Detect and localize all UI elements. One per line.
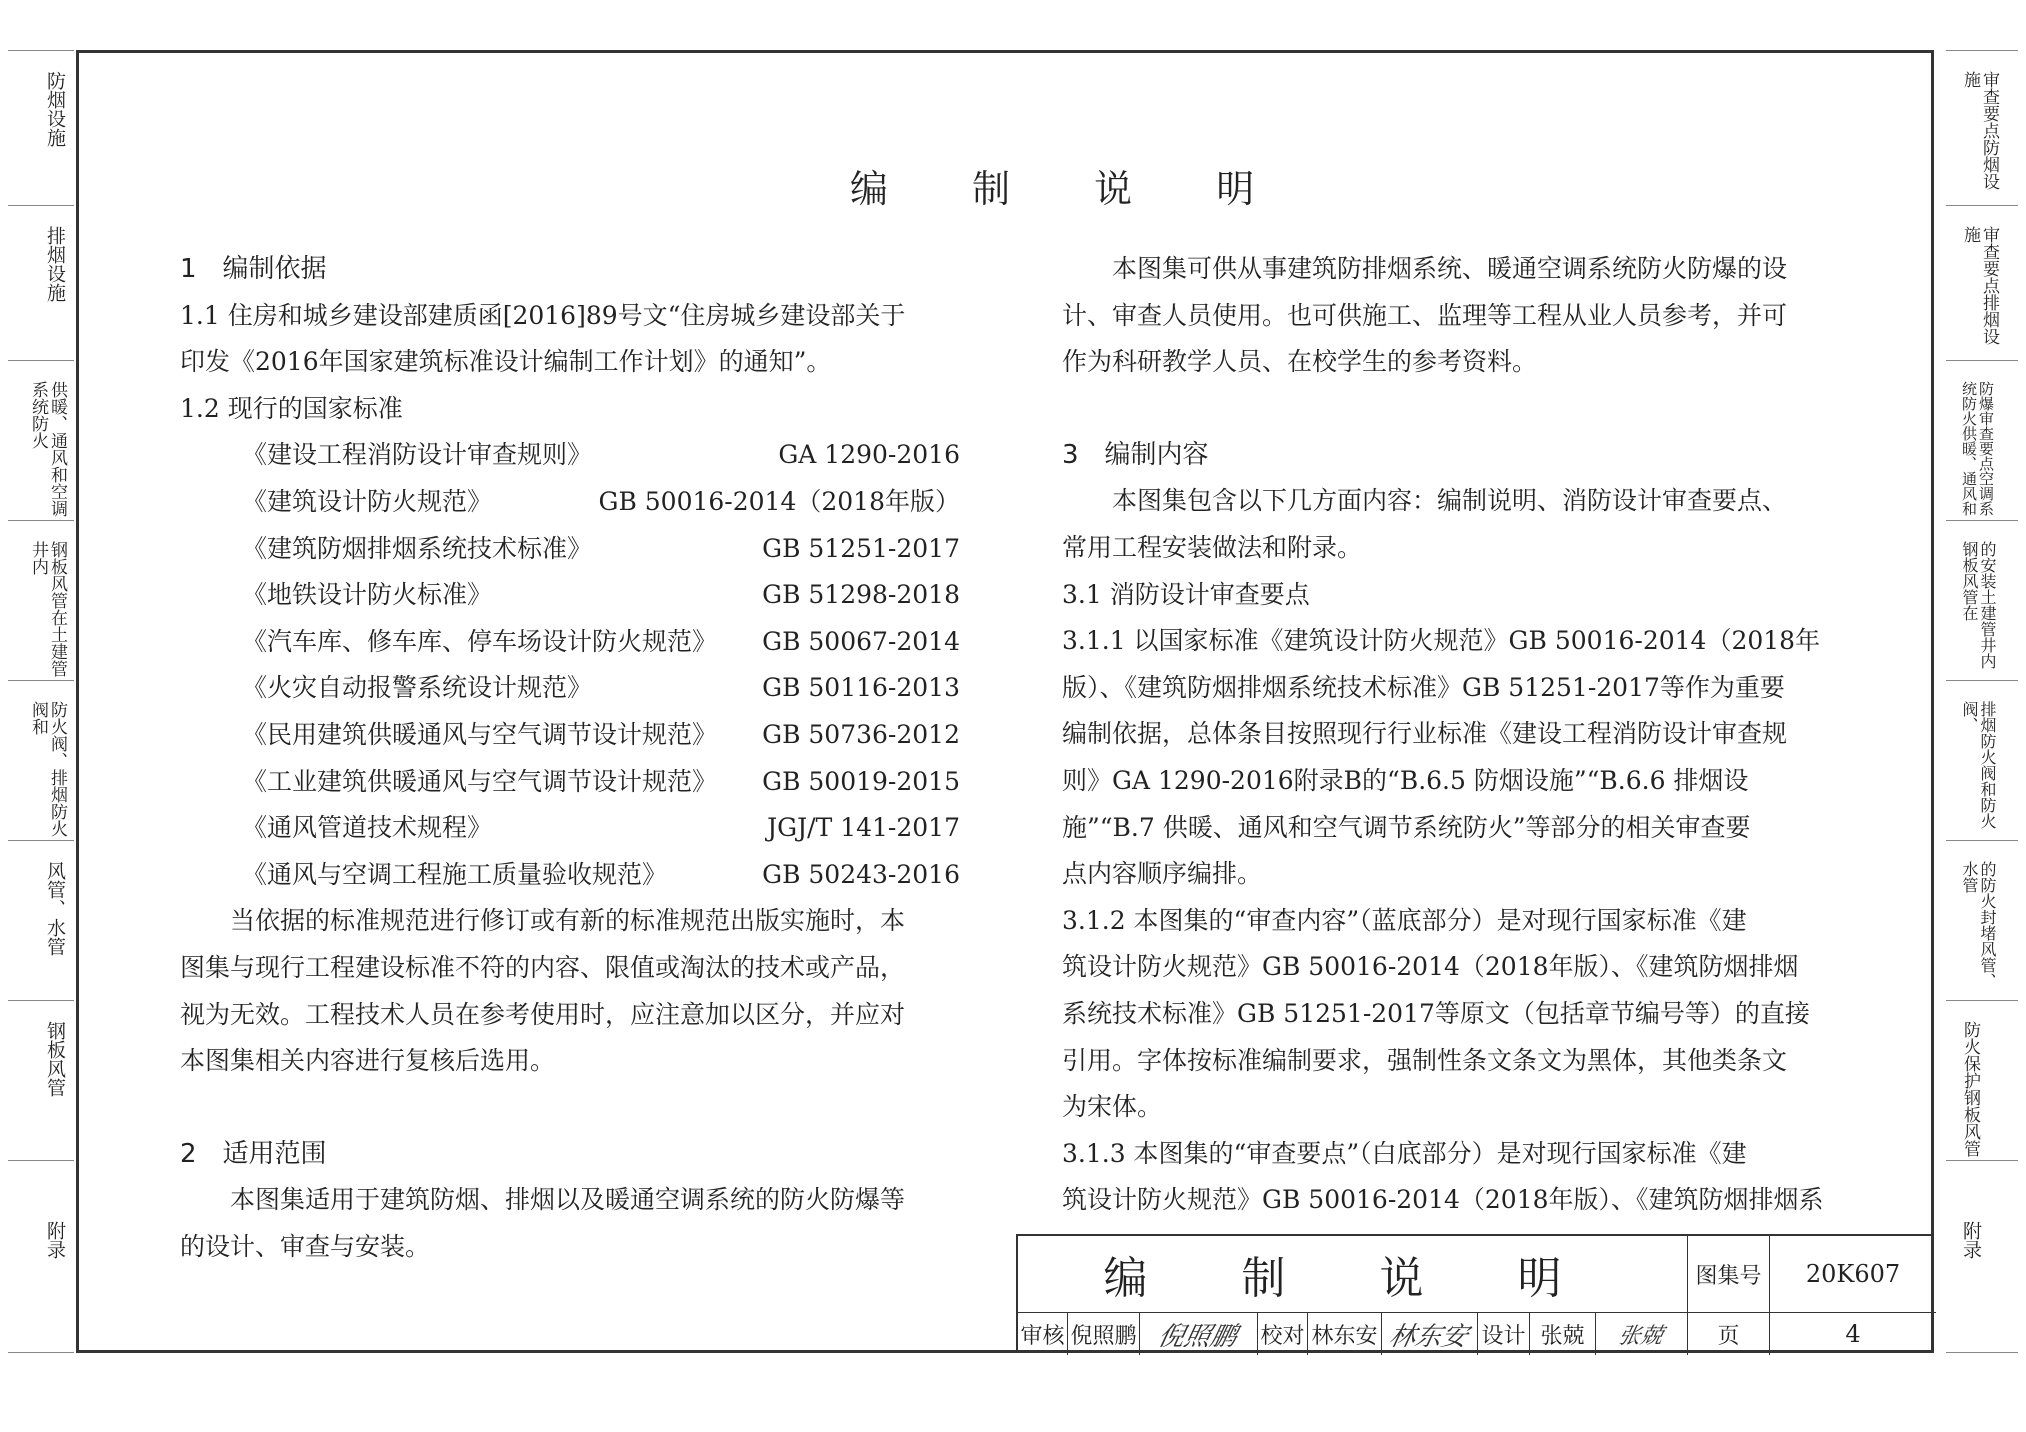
standard-name: 《通风管道技术规程》	[242, 813, 493, 843]
content-line: 3.1.3 本图集的“审查要点”（白底部分）是对现行国家标准《建	[1062, 1138, 1747, 1168]
section-1-heading: 1 编制依据	[180, 254, 327, 284]
left-tab-label: 防火阀、排烟防火阀和	[28, 701, 67, 837]
note-line: 图集与现行工程建设标准不符的内容、限值或淘汰的技术或产品，	[180, 952, 906, 982]
page-label: 页	[1688, 1313, 1770, 1355]
left-tab-label: 风管、水管	[44, 861, 66, 956]
standard-name: 《火灾自动报警系统设计规范》	[242, 673, 593, 703]
standard-row	[180, 526, 960, 573]
content-line: 为宋体。	[1062, 1092, 1163, 1122]
standard-row	[180, 479, 960, 526]
spacer	[180, 1085, 960, 1131]
right-tab-duct-shaft[interactable]	[1946, 520, 2018, 680]
standard-name: 《地铁设计防火标准》	[242, 580, 493, 610]
standard-row	[180, 712, 960, 759]
left-tab-appendix[interactable]	[8, 1160, 74, 1353]
standard-name: 《通风与空调工程施工质量验收规范》	[242, 859, 668, 889]
standard-code: GA 1290-2016	[778, 440, 960, 470]
standard-name: 《建筑设计防火规范》	[242, 486, 493, 516]
scope-line: 本图集适用于建筑防烟、排烟以及暖通空调系统的防火防爆等	[230, 1185, 906, 1215]
standard-row	[180, 852, 960, 899]
note-line: 本图集相关内容进行复核后选用。	[180, 1046, 556, 1076]
left-tab-hvac-fire[interactable]	[8, 360, 74, 520]
right-tab-label: 防爆审查要点空调系统防火供暖、通风和	[1960, 381, 1995, 516]
content-line: 3.1.2 本图集的“审查内容”（蓝底部分）是对现行国家标准《建	[1062, 905, 1747, 935]
left-tab-smoke-control[interactable]	[8, 50, 74, 205]
content-line: 施”“B.7 供暖、通风和空气调节系统防火”等部分的相关审查要	[1062, 812, 1751, 842]
content-line: 3.1.1 以国家标准《建筑设计防火规范》GB 50016-2014（2018年	[1062, 626, 1821, 656]
right-tab-label: 附录	[1960, 1221, 1982, 1259]
intro-line: 作为科研教学人员、在校学生的参考资料。	[1062, 347, 1538, 377]
standard-code: GB 50116-2013	[762, 673, 960, 703]
content-line: 筑设计防火规范》GB 50016-2014（2018年版）、《建筑防烟排烟	[1062, 952, 1799, 982]
content-line: 版）、《建筑防烟排烟系统技术标准》GB 51251-2017等作为重要	[1062, 672, 1785, 702]
reviewer-name: 倪照鹏	[1068, 1313, 1140, 1355]
standard-row	[180, 572, 960, 619]
standard-name: 《民用建筑供暖通风与空气调节设计规范》	[242, 719, 718, 749]
title-block-title: 编 制 说 明	[1018, 1236, 1688, 1313]
standard-code: GB 51251-2017	[762, 533, 960, 563]
scope-line: 的设计、审查与安装。	[180, 1231, 431, 1261]
right-tab-appendix[interactable]	[1946, 1160, 2018, 1353]
standard-code: JGJ/T 141-2017	[767, 813, 960, 843]
reviewer-signature: 倪照鹏	[1140, 1313, 1258, 1355]
atlas-number: 20K607	[1770, 1236, 1936, 1313]
intro-line: 本图集可供从事建筑防排烟系统、暖通空调系统防火防爆的设	[1112, 254, 1788, 283]
left-tab-fire-damper[interactable]	[8, 680, 74, 840]
section-2-heading: 2 适用范围	[180, 1138, 327, 1169]
clause-1-1: 1.1 住房和城乡建设部建质函[2016]89号文“住房城乡建设部关于	[180, 300, 906, 330]
right-tab-label: 排烟防火阀和防火阀、	[1960, 701, 1997, 829]
clause-1-2: 1.2 现行的国家标准	[180, 393, 403, 423]
designer-signature: 张兢	[1596, 1313, 1688, 1355]
standard-row	[180, 759, 960, 806]
content-line: 本图集包含以下几方面内容：编制说明、消防设计审查要点、	[1112, 486, 1788, 516]
right-tab-smoke-exhaust[interactable]	[1946, 205, 2018, 360]
content-line: 编制依据，总体条目按照现行行业标准《建设工程消防设计审查规	[1062, 719, 1788, 749]
content-line: 常用工程安装做法和附录。	[1062, 532, 1363, 562]
intro-line: 计、审查人员使用。也可供施工、监理等工程从业人员参考，并可	[1062, 300, 1788, 330]
standard-code: GB 50067-2014	[762, 626, 960, 656]
right-tab-duct-pipe[interactable]	[1946, 840, 2018, 1000]
right-tab-fire-damper[interactable]	[1946, 680, 2018, 840]
standard-code: GB 51298-2018	[762, 580, 960, 610]
right-tab-hvac-fire[interactable]	[1946, 360, 2018, 520]
standard-row	[180, 432, 960, 479]
standard-code: GB 50016-2014（2018年版）	[598, 486, 960, 516]
standard-name: 《汽车库、修车库、停车场设计防火规范》	[242, 626, 718, 656]
content-line: 3.1 消防设计审查要点	[1062, 579, 1310, 609]
design-label: 设计	[1478, 1313, 1530, 1355]
left-tab-label: 防烟设施	[44, 71, 66, 147]
note-line: 视为无效。工程技术人员在参考使用时，应注意加以区分，并应对	[180, 999, 906, 1029]
right-tab-label: 的防火封堵风管、水管	[1960, 861, 1997, 989]
page-number: 4	[1845, 1320, 1861, 1348]
content-line: 筑设计防火规范》GB 50016-2014（2018年版）、《建筑防烟排烟系	[1062, 1185, 1824, 1215]
clause-1-1-cont: 印发《2016年国家建筑标准设计编制工作计划》的通知”。	[180, 347, 832, 377]
spacer	[1062, 386, 1844, 432]
standard-code: GB 50019-2015	[762, 766, 960, 796]
standard-row	[180, 805, 960, 852]
standard-name: 《建筑防烟排烟系统技术标准》	[242, 533, 593, 563]
left-tab-duct-pipe[interactable]	[8, 840, 74, 1000]
right-tab-steel-duct[interactable]	[1946, 1000, 2018, 1160]
content-line: 系统技术标准》GB 51251-2017等原文（包括章节编号等）的直接	[1062, 998, 1810, 1028]
standard-name: 《建设工程消防设计审查规则》	[242, 440, 593, 470]
title-block	[1016, 1234, 1934, 1353]
left-tab-label: 附录	[44, 1221, 66, 1259]
atlas-number-label: 图集号	[1688, 1236, 1770, 1313]
left-tab-label: 钢板风管	[44, 1021, 66, 1097]
right-tab-label: 防火保护钢板风管	[1960, 1021, 1980, 1157]
page-title: 编 制 说 明	[850, 167, 1291, 211]
standard-name: 《工业建筑供暖通风与空气调节设计规范》	[242, 766, 718, 796]
left-column	[180, 246, 960, 1270]
content-line: 引用。字体按标准编制要求，强制性条文条文为黑体，其他类条文	[1062, 1045, 1788, 1075]
left-tab-smoke-exhaust[interactable]	[8, 205, 74, 360]
standard-row	[180, 619, 960, 666]
section-3-heading: 3 编制内容	[1062, 439, 1209, 470]
standard-code: GB 50243-2016	[762, 859, 960, 889]
right-tab-label: 审查要点防烟设施	[1960, 71, 1999, 190]
right-column	[1062, 246, 1844, 1224]
left-tab-duct-shaft[interactable]	[8, 520, 74, 680]
designer-name: 张兢	[1530, 1313, 1596, 1355]
left-tab-label: 钢板风管在土建管井内	[28, 541, 67, 677]
review-label: 审核	[1018, 1313, 1068, 1355]
checker-name: 林东安	[1308, 1313, 1382, 1355]
content-line: 则》GA 1290-2016附录B的“B.6.5 防烟设施”“B.6.6 排烟设	[1062, 765, 1749, 795]
checker-signature: 林东安	[1382, 1313, 1478, 1355]
note-line: 当依据的标准规范进行修订或有新的标准规范出版实施时，本	[230, 906, 906, 936]
left-tab-steel-duct[interactable]	[8, 1000, 74, 1160]
left-tab-label: 供暖、通风和空调系统防火	[28, 381, 67, 517]
right-tab-smoke-control[interactable]	[1946, 50, 2018, 205]
left-tab-label: 排烟设施	[44, 226, 66, 302]
right-tab-label: 审查要点排烟设施	[1960, 226, 1999, 345]
check-label: 校对	[1258, 1313, 1308, 1355]
content-line: 点内容顺序编排。	[1062, 859, 1263, 889]
standard-code: GB 50736-2012	[762, 719, 960, 749]
right-tab-label: 的安装土建管井内钢板风管在	[1960, 541, 1997, 669]
standard-row	[180, 665, 960, 712]
